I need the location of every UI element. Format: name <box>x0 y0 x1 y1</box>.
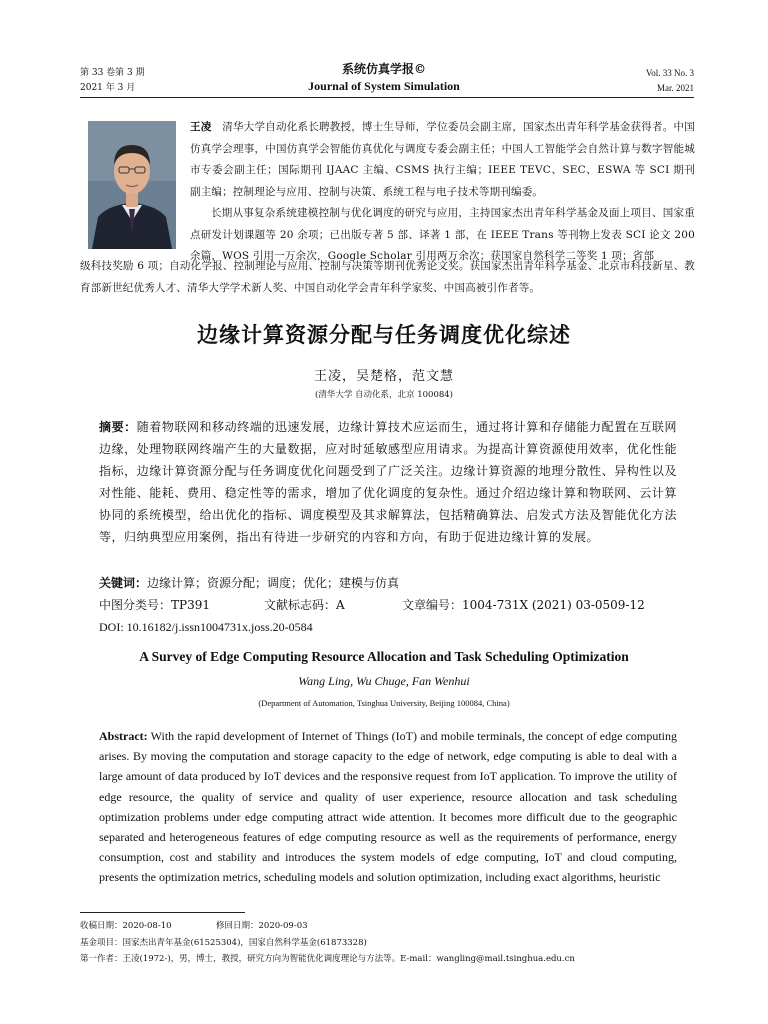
footnotes <box>80 918 700 968</box>
bio-paragraph-2: 长期从事复杂系统建模控制与优化调度的研究与应用，主持国家杰出青年科学基金及面上项目、国家重点研发计划课题等 20 余项；已出版专著 5 部、译著 1 部，在 IEEE Trans 等刊物上发表 SCI 论文 200 余篇，WOS 引用一万余次，Google Scholar 引用两万余次；获国家自然科学二等奖 1 项；省部 <box>190 207 695 262</box>
keywords-text: 边缘计算；资源分配；调度；优化；建模与仿真 <box>147 576 400 590</box>
header-rule <box>80 97 694 98</box>
authors-cn: 王凌，吴楚格，范文慧 <box>313 369 454 384</box>
received-date: 收稿日期：2020-08-10 <box>80 921 172 931</box>
paper-title-en: A Survey of Edge Computing Resource Allocation and Task Scheduling Optimization <box>139 649 629 664</box>
volume-cn: 第 33 卷第 3 期 <box>80 68 145 78</box>
revised-date: 修回日期：2020-09-03 <box>216 921 308 931</box>
funding: 基金项目：国家杰出青年基金(61525304)，国家自然科学基金(61873328) <box>80 937 367 948</box>
classification <box>99 596 677 614</box>
authors-en: Wang Ling, Wu Chuge, Fan Wenhui <box>298 674 470 688</box>
article-number: 文章编号：1004-731X (2021) 03-0509-12 <box>402 598 645 612</box>
date-cn: 2021 年 3 月 <box>80 83 136 93</box>
clc-number: 中图分类号：TP391 <box>99 598 210 612</box>
affiliation-en: (Department of Automation, Tsinghua University, Beijing 100084, China) <box>258 698 510 708</box>
document-code: 文献标志码：A <box>264 598 345 612</box>
abstract-cn <box>99 416 677 548</box>
abstract-cn-text: 随着物联网和移动终端的迅速发展，边缘计算技术应运而生，通过将计算和存储能力配置在互联网边缘，处理物联网终端产生的大量数据，应对时延敏感型应用请求。为提高计算资源使用效率，优化性能指标，边缘计算资源分配与任务调度优化问题受到了广泛关注。边缘计算资源的地理分散性、异构性以及对性能、能耗、费用、稳定性等的需求，增加了优化调度的复杂性。通过介绍边缘计算和物联网、云计算协同的系统模型，给出优化的指标、调度模型及其求解算法，包括精确算法、启发式方法及智能优化方法等，归纳典型应用案例，指出有待进一步研究的内容和方向，有助于促进边缘计算的发展。 <box>99 420 677 544</box>
journal-name-cn: 系统仿真学报© <box>341 62 426 76</box>
bio-name: 王凌 <box>190 121 212 133</box>
keywords-label: 关键词： <box>99 576 148 590</box>
abstract-en-text: With the rapid development of Internet of Things (IoT) and mobile terminals, the concept of edge computing arises. By moving the computation and storage capacity to the edge of network, edge computing is able to deal with a large amount of data produced by IoT devices and the responsive request from IoT application. To improve the utility of edge resource, the quality of service and quality of user experience, resource allocation and task scheduling optimization problems under edge computing attract wide attention. It becomes more difficult due to the geographic separated and heterogeneous features of edge computing resource as well as the requirements of performance, energy consumption, cost and stability and introduces the system models of edge computing, IoT and cloud computing, presents the optimization metrics, scheduling models and solution optimization, including exact algorithms, heuristic <box>99 729 677 885</box>
volume-en: Vol. 33 No. 3 <box>645 68 694 78</box>
footnote-rule <box>80 912 245 913</box>
abstract-en <box>99 726 677 888</box>
doi: DOI: 10.16182/j.issn1004731x.joss.20-0584 <box>99 620 313 634</box>
author-photo <box>88 121 176 249</box>
date-en: Mar. 2021 <box>657 83 694 93</box>
portrait-image <box>88 121 176 249</box>
paper-title-cn: 边缘计算资源分配与任务调度优化综述 <box>197 322 571 347</box>
bio-paragraph-1: 清华大学自动化系长聘教授，博士生导师，学位委员会副主席，国家杰出青年科学基金获得者。中国仿真学会理事，中国仿真学会智能仿真优化与调度专委会副主任；中国人工智能学会自然计算与数字智能城市专委会副主任；国际期刊 IJAAC 主编、CSMS 执行主编；IEEE TEVC、SEC、ESWA 等 SCI 期刊副主编；控制理论与应用、控制与决策、系统工程与电子技术等期刊编委。 <box>190 121 695 198</box>
author-bio <box>190 117 695 268</box>
journal-name-en: Journal of System Simulation <box>308 79 460 93</box>
bio-paragraph-2-continued: 级科技奖励 6 项；自动化学报、控制理论与应用、控制与决策等期刊优秀论文奖。获国家杰出青年科学基金、北京市科技新星、教育部新世纪优秀人才、清华大学学术新人奖、中国自动化学会青年科学家奖、中国高被引作者等。 <box>80 260 695 294</box>
author-bio-continued <box>80 256 695 299</box>
affiliation-cn: (清华大学 自动化系，北京 100084) <box>315 390 453 400</box>
abstract-en-label: Abstract: <box>99 729 148 743</box>
abstract-cn-label: 摘要： <box>99 420 137 434</box>
first-author: 第一作者：王凌(1972-)，男，博士，教授，研究方向为智能优化调度理论与方法等。E-mail：wangling@mail.tsinghua.edu.cn <box>80 954 575 964</box>
header-right <box>646 66 694 96</box>
keywords <box>99 574 677 592</box>
